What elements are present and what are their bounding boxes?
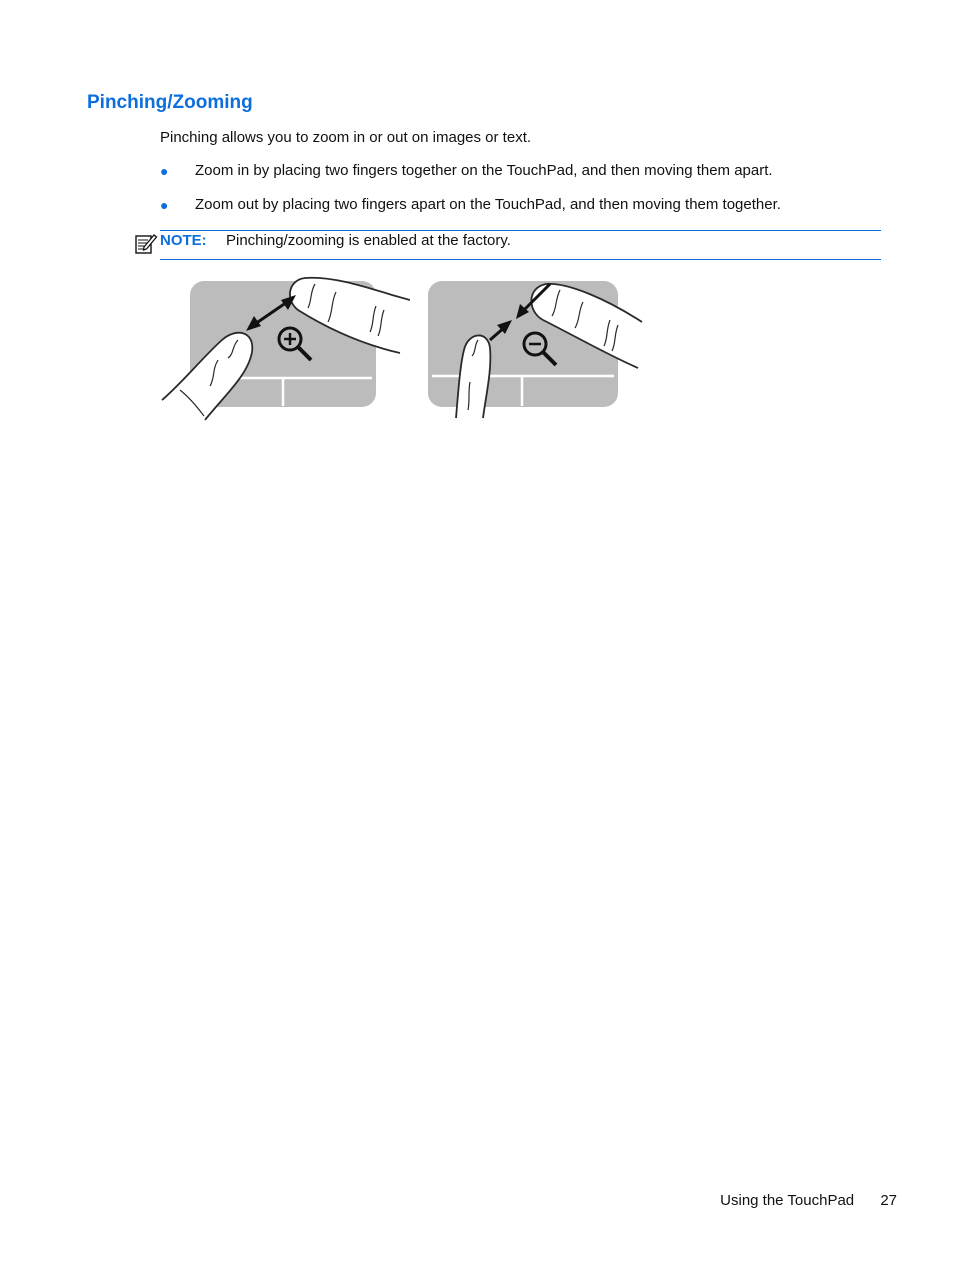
footer-section-title: Using the TouchPad: [720, 1192, 855, 1209]
note-label: NOTE:: [160, 232, 207, 249]
bullet-icon: ●: [160, 197, 169, 213]
bullet-text: Zoom out by placing two fingers apart on the TouchPad, and then moving them together.: [195, 196, 781, 213]
bullet-icon: ●: [160, 163, 169, 179]
note-box: [160, 230, 881, 260]
intro-paragraph: Pinching allows you to zoom in or out on images or text.: [160, 129, 532, 146]
page-number: 27: [880, 1192, 897, 1209]
section-heading: Pinching/Zooming: [87, 92, 253, 113]
zoom-in-gesture-illustration: [160, 270, 410, 422]
note-pencil-icon: [134, 231, 158, 255]
bullet-text: Zoom in by placing two fingers together on the TouchPad, and then moving them apart.: [195, 162, 773, 179]
page-footer: [720, 1192, 897, 1209]
note-text: Pinching/zooming is enabled at the factory.: [226, 232, 511, 249]
zoom-out-gesture-illustration: [398, 270, 648, 422]
